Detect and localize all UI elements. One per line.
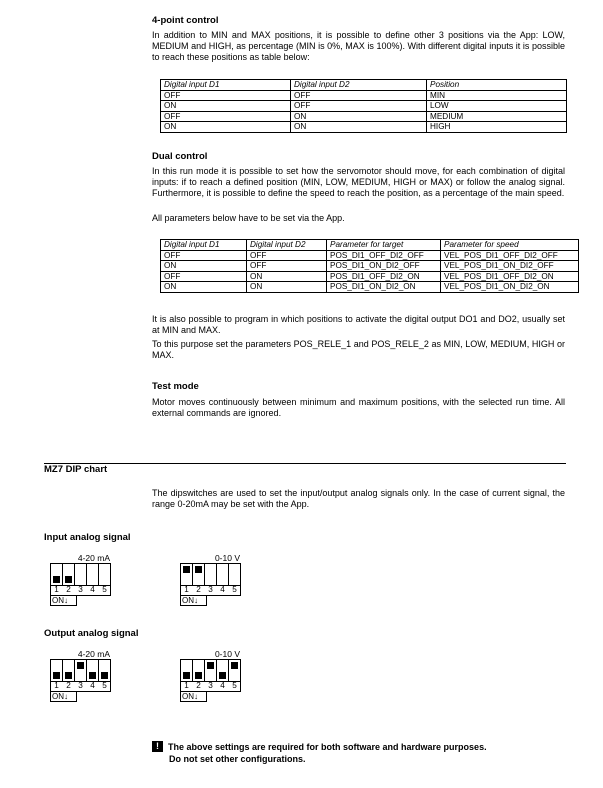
table-row [161,101,567,112]
table-cell: VEL_POS_DI1_ON_DI2_OFF [441,261,579,272]
dip-number: 2 [66,681,71,690]
dip-slot [63,564,75,585]
dip-lever [231,662,238,669]
dip-lever [183,566,190,573]
dip-slot [205,660,217,681]
dip-title: 0-10 V [214,553,240,563]
dip-number: 2 [66,585,71,594]
table-cell: ON [291,111,427,122]
table-header-row [161,80,567,91]
table-cell: POS_DI1_ON_DI2_ON [327,282,441,293]
output-analog-label: Output analog signal [44,628,139,639]
input-analog-label: Input analog signal [44,532,131,543]
dip-slot [75,564,87,585]
dip-on-label: ON↓ [180,692,207,702]
dip-slot [87,660,99,681]
table-header-row [161,240,579,251]
dip-on-label: ON↓ [50,692,77,702]
table-cell: OFF [161,250,247,261]
dip-lever [207,662,214,669]
table-header: Digital input D1 [161,240,247,251]
dip-number: 3 [78,585,83,594]
dual-note: All parameters below have to be set via the App. [152,213,345,223]
warning-icon: ! [152,741,163,752]
dual-heading: Dual control [152,151,208,162]
dip-lever [53,576,60,583]
dip-slot [51,660,63,681]
dip-number: 2 [196,585,201,594]
table-cell: OFF [161,90,291,101]
table-cell: ON [161,122,291,133]
table-cell: VEL_POS_DI1_OFF_DI2_OFF [441,250,579,261]
table-header: Digital input D2 [291,80,427,91]
position-table [160,79,567,133]
table-header: Digital input D1 [161,80,291,91]
table-cell: OFF [161,111,291,122]
dip-slot [99,660,110,681]
dip-slot [99,564,110,585]
dip-slot [63,660,75,681]
dip-slot [217,564,229,585]
table-cell: LOW [427,101,567,112]
table-cell: OFF [247,250,327,261]
table-cell: POS_DI1_OFF_DI2_ON [327,271,441,282]
dip-number: 1 [54,585,59,594]
warning-text [168,741,487,765]
table-row [161,250,579,261]
table-cell: MIN [427,90,567,101]
dip-chart-paragraph: The dipswitches are used to set the input/output analog signals only. In the case of current signal, the range 0-20mA may be set with the App. [152,488,565,509]
table-header: Parameter for speed [441,240,579,251]
dip-number: 5 [102,681,107,690]
table-cell: MEDIUM [427,111,567,122]
dip-slot [87,564,99,585]
table-cell: ON [247,282,327,293]
four-point-heading: 4-point control [152,15,219,26]
dip-slot [205,564,217,585]
dip-title: 4-20 mA [77,553,110,563]
dip-switch-input-4-20ma [50,553,110,606]
dip-lever [195,672,202,679]
table-cell: ON [161,282,247,293]
four-point-paragraph: In addition to MIN and MAX positions, it is possible to define other 3 positions via the App: LOW, MEDIUM and HIGH, as percentage (MIN is 0%, MAX is 100%). With different digital inputs it is possible to reach these positions as table below: [152,30,565,62]
dip-numbers [50,681,111,692]
table-cell: ON [161,261,247,272]
dip-number: 4 [220,585,225,594]
dip-slot [193,660,205,681]
dip-lever [101,672,108,679]
dip-lever [53,672,60,679]
dip-slot [51,564,63,585]
table-cell: VEL_POS_DI1_ON_DI2_ON [441,282,579,293]
dip-number: 4 [90,681,95,690]
table-cell: OFF [291,101,427,112]
dip-switch-body [50,659,111,681]
dip-numbers [180,585,241,596]
dip-slot [229,564,240,585]
table-cell: ON [247,271,327,282]
dip-numbers [50,585,111,596]
table-header: Position [427,80,567,91]
dip-slot [193,564,205,585]
dip-number: 5 [232,681,237,690]
test-heading: Test mode [152,381,199,392]
dip-slot [229,660,240,681]
dual-after-text-1: It is also possible to program in which positions to activate the digital output DO1 and DO2, usually set at MIN and MAX. [152,314,565,335]
table-cell: ON [291,122,427,133]
dip-number: 3 [208,585,213,594]
warning-line-2: Do not set other configurations. [169,754,306,764]
dip-numbers [180,681,241,692]
dip-number: 5 [232,585,237,594]
warning-line-1: The above settings are required for both software and hardware purposes. [168,742,487,752]
dip-number: 4 [220,681,225,690]
table-cell: ON [161,101,291,112]
dip-switch-body [50,563,111,585]
dip-slot [217,660,229,681]
dip-lever [89,672,96,679]
dual-after-text-2: To this purpose set the parameters POS_RELE_1 and POS_RELE_2 as MIN, LOW, MEDIUM, HIGH or MAX. [152,339,565,360]
dip-slot [181,660,193,681]
dual-paragraph: In this run mode it is possible to set how the servomotor should move, for each combination of digital inputs: if to reach a defined position (MIN, LOW, MEDIUM, HIGH or MAX) or follow the analog signal. Furthermore, it is possible to define the speed to reach the position, as a percentage of the main speed. [152,166,565,198]
dip-on-label: ON↓ [50,596,77,606]
table-row [161,122,567,133]
dip-number: 1 [184,681,189,690]
table-cell: OFF [247,261,327,272]
table-row [161,282,579,293]
dip-lever [219,672,226,679]
table-row [161,271,579,282]
dip-title: 4-20 mA [77,649,110,659]
dip-slot [181,564,193,585]
table-header: Parameter for target [327,240,441,251]
dip-lever [195,566,202,573]
dip-switch-body [180,563,241,585]
table-cell: OFF [161,271,247,282]
dip-switch-output-0-10v [180,649,240,702]
dip-slot [75,660,87,681]
dip-number: 5 [102,585,107,594]
dip-number: 1 [54,681,59,690]
table-cell: POS_DI1_ON_DI2_OFF [327,261,441,272]
table-cell: OFF [291,90,427,101]
dip-switch-body [180,659,241,681]
table-row [161,111,567,122]
dip-lever [183,672,190,679]
dip-lever [65,672,72,679]
dip-switch-output-4-20ma [50,649,110,702]
table-cell: POS_DI1_OFF_DI2_OFF [327,250,441,261]
dip-lever [65,576,72,583]
dual-param-table [160,239,579,293]
table-row [161,90,567,101]
dip-number: 1 [184,585,189,594]
section-divider [44,463,566,464]
dip-title: 0-10 V [214,649,240,659]
dip-lever [77,662,84,669]
dip-number: 4 [90,585,95,594]
table-row [161,261,579,272]
test-paragraph: Motor moves continuously between minimum and maximum positions, with the selected run time. All external commands are ignored. [152,397,565,418]
dip-number: 2 [196,681,201,690]
dip-switch-input-0-10v [180,553,240,606]
dip-chart-heading: MZ7 DIP chart [44,464,108,475]
dip-number: 3 [208,681,213,690]
table-cell: HIGH [427,122,567,133]
table-cell: VEL_POS_DI1_OFF_DI2_ON [441,271,579,282]
dip-on-label: ON↓ [180,596,207,606]
dip-number: 3 [78,681,83,690]
table-header: Digital input D2 [247,240,327,251]
